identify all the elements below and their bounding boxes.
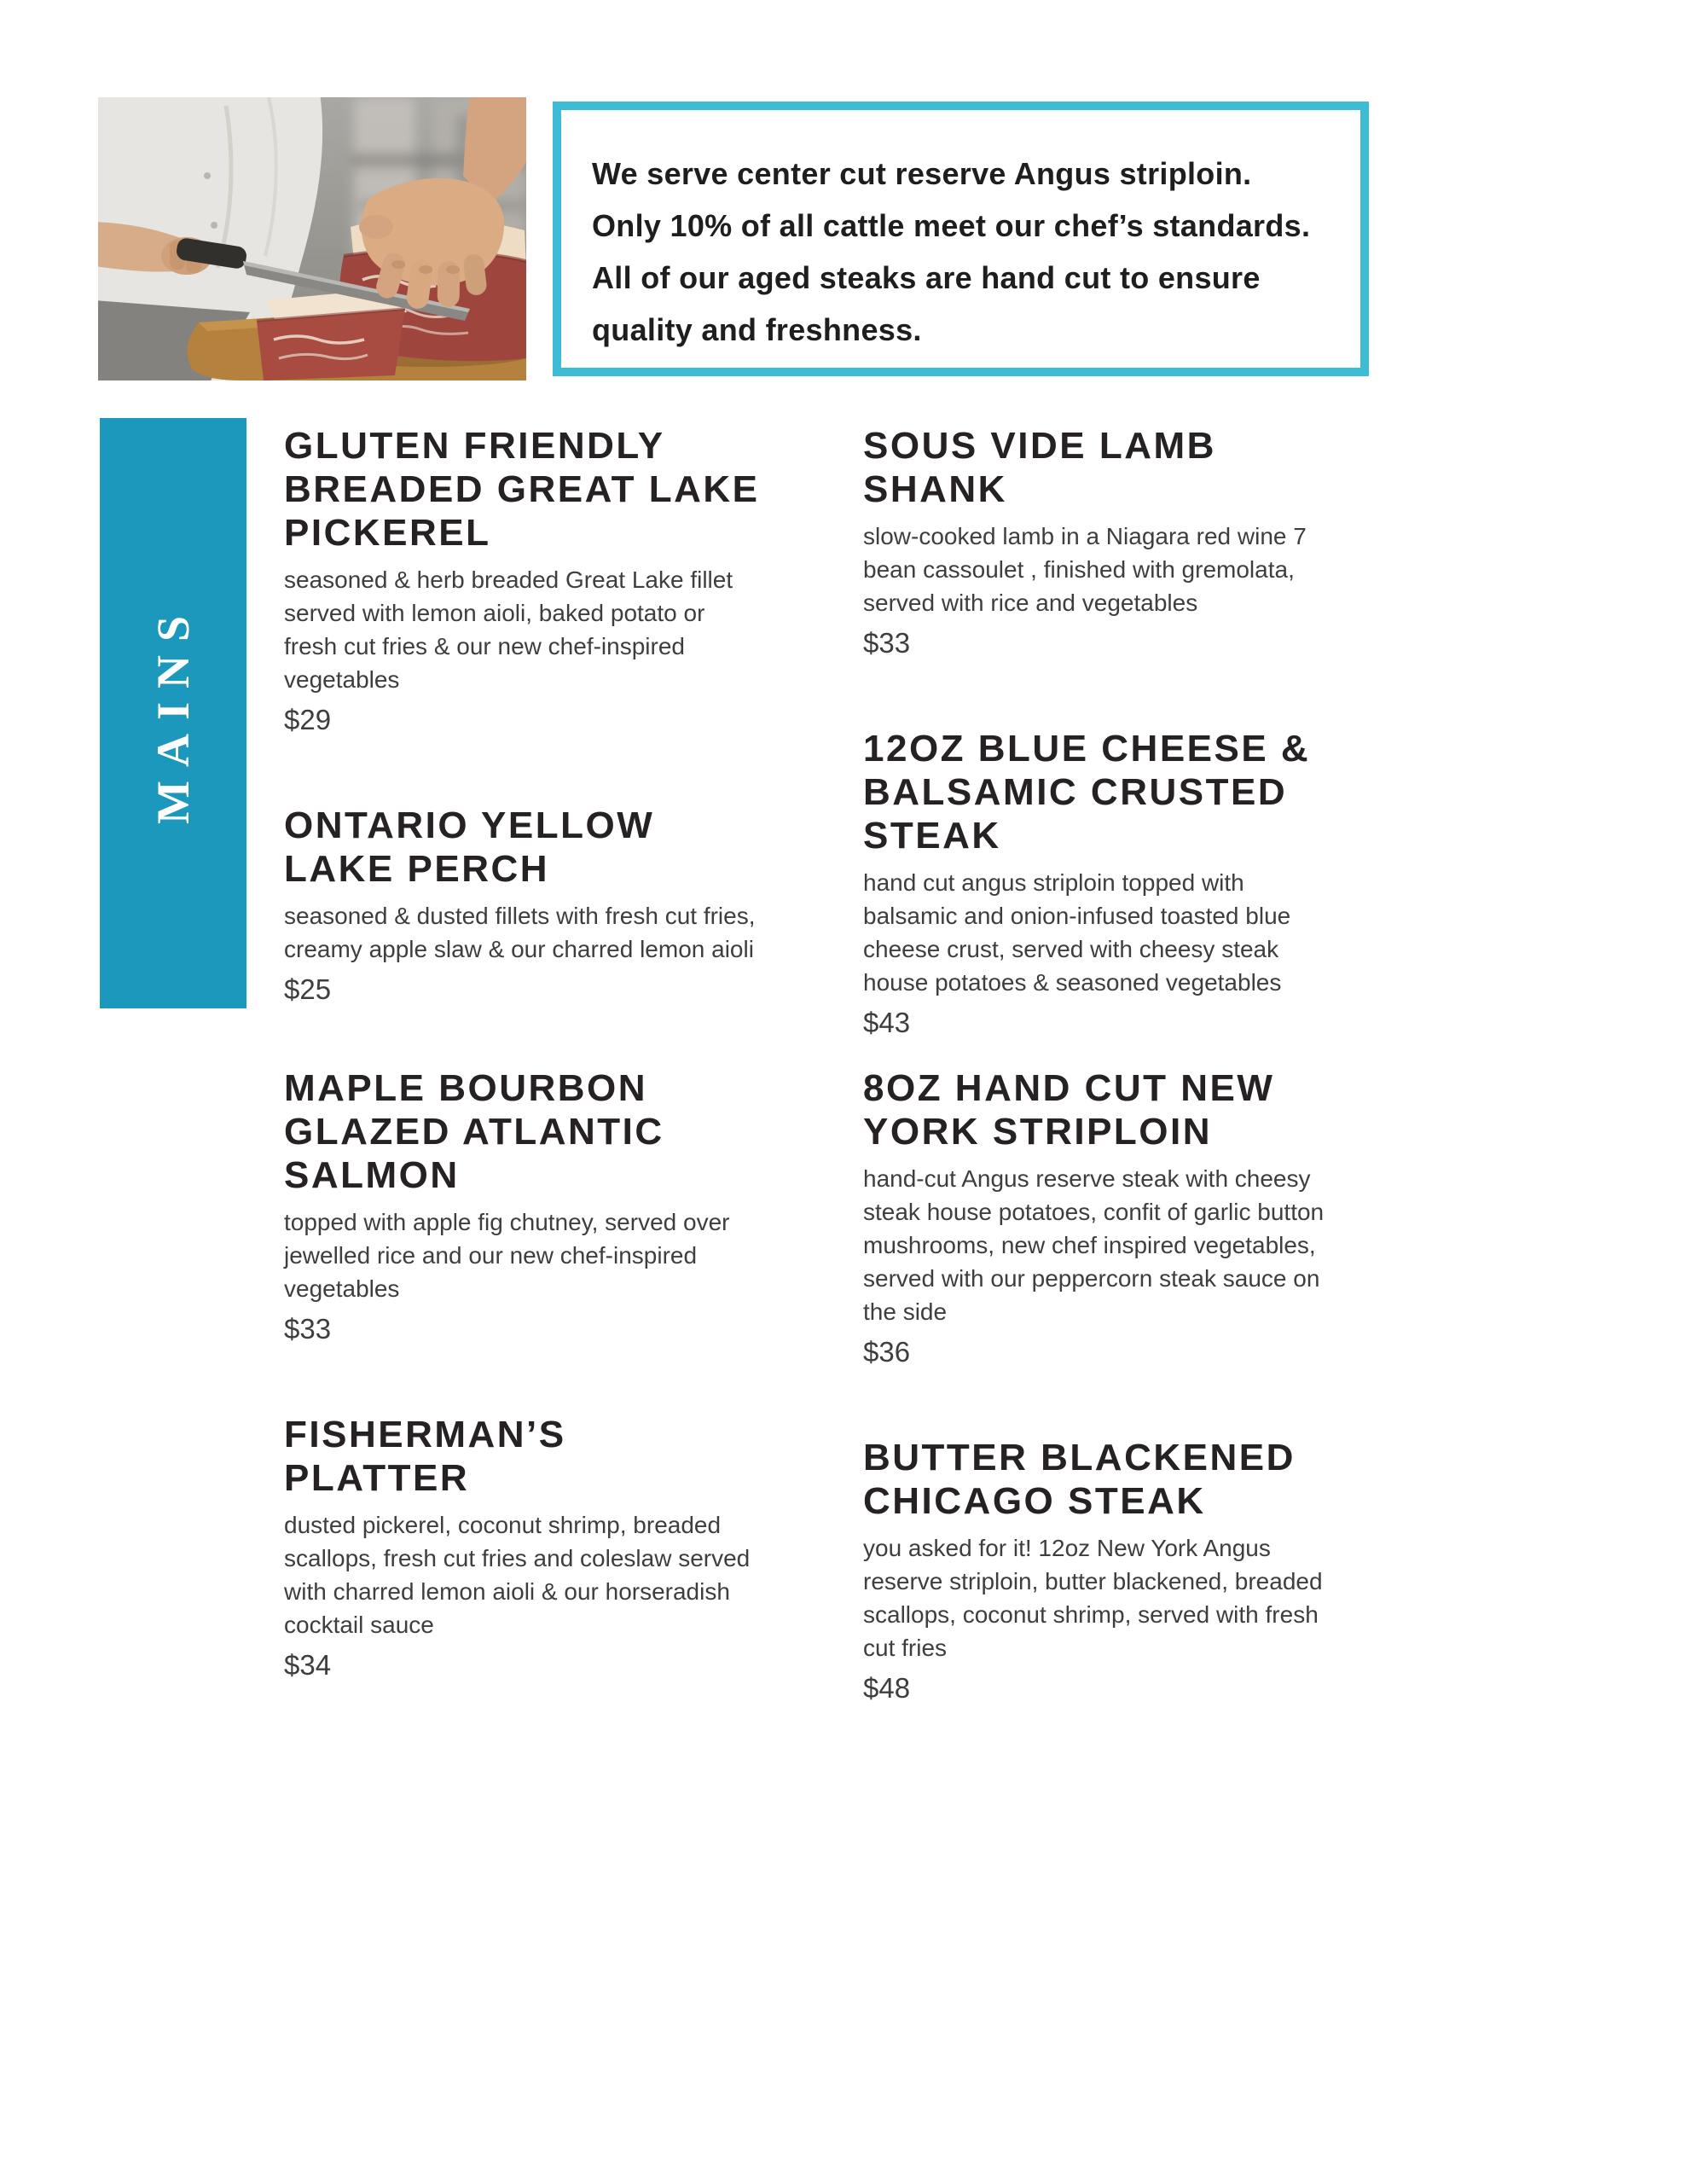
chef-cutting-steak-photo [98,97,526,380]
menu-item-description: seasoned & herb breaded Great Lake fillet served with lemon aioli, baked potato or fresh cut fries & our new chef-inspired vegetables [284,566,733,693]
menu-item-price: $36 [863,1336,911,1368]
menu-item-title: BUTTER BLACKENED CHICAGO STEAK [863,1437,1296,1522]
menu-column-left-top [284,424,796,1007]
section-title: MAINS [148,601,199,824]
menu-item-title: GLUTEN FRIENDLY BREADED GREAT LAKE PICKEREL [284,425,760,554]
menu-item-title: ONTARIO YELLOW LAKE PERCH [284,804,655,890]
menu-column-right-bottom [863,1066,1375,1705]
menu-item-chicago-steak [863,1436,1375,1705]
steak-info-box [553,102,1369,376]
menu-item-description: hand cut angus striploin topped with balsamic and onion-infused toasted blue cheese crust, served with cheesy steak house potatoes & seasoned vegetables [863,869,1291,996]
menu-item-price: $25 [284,973,332,1005]
menu-item-title: MAPLE BOURBON GLAZED ATLANTIC SALMON [284,1067,664,1196]
menu-item-description: slow-cooked lamb in a Niagara red wine 7 bean cassoulet , finished with gremolata, served with rice and vegetables [863,523,1307,616]
menu-item-price: $48 [863,1672,911,1704]
menu-item-title: SOUS VIDE LAMB SHANK [863,425,1216,510]
menu-item-lamb-shank [863,424,1375,660]
menu-item-price: $43 [863,1007,911,1038]
menu-item-description: topped with apple fig chutney, served over jewelled rice and our new chef-inspired vegetables [284,1209,730,1302]
menu-item-description: you asked for it! 12oz New York Angus reserve striploin, butter blackened, breaded scallops, coconut shrimp, served with fresh cut fries [863,1535,1323,1661]
menu-column-left-bottom [284,1066,796,1682]
menu-item-blue-cheese-steak [863,727,1375,1040]
menu-item-pickerel [284,424,796,737]
menu-item-description: dusted pickerel, coconut shrimp, breaded scallops, fresh cut fries and coleslaw served with charred lemon aioli & our horseradish cocktail sauce [284,1512,751,1638]
menu-item-ny-striploin [863,1066,1375,1369]
section-sidebar [100,418,246,1008]
chef-photo-illustration [98,97,526,380]
menu-item-lake-perch [284,804,796,1007]
menu-item-description: hand-cut Angus reserve steak with cheesy steak house potatoes, confit of garlic button mushrooms, new chef inspired vegetables, served with our peppercorn steak sauce on the side [863,1165,1325,1325]
menu-item-title: FISHERMAN’S PLATTER [284,1414,566,1499]
menu-item-title: 12OZ BLUE CHEESE & BALSAMIC CRUSTED STEAK [863,728,1311,857]
steak-info-text: We serve center cut reserve Angus striploin. Only 10% of all cattle meet our chef’s standards. All of our aged steaks are hand cut to ensure quality and freshness. [592,156,1311,347]
menu-column-right-top [863,424,1375,1040]
menu-item-description: seasoned & dusted fillets with fresh cut fries, creamy apple slaw & our charred lemon aioli [284,903,756,962]
menu-item-price: $33 [863,627,911,659]
menu-item-price: $33 [284,1313,332,1345]
menu-item-fishermans-platter [284,1413,796,1682]
menu-item-salmon [284,1066,796,1346]
menu-item-price: $34 [284,1649,332,1681]
menu-item-price: $29 [284,704,332,735]
menu-item-title: 8OZ HAND CUT NEW YORK STRIPLOIN [863,1067,1275,1153]
